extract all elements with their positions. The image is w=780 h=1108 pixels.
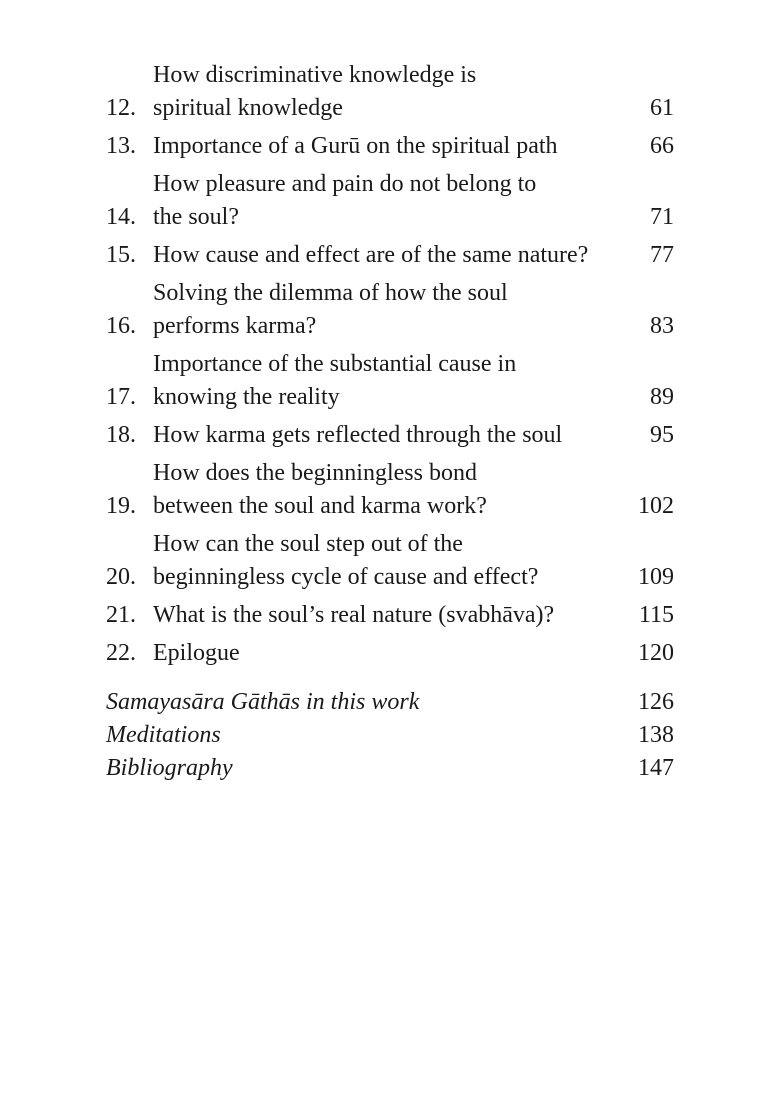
chapter-title: How karma gets reflected through the soul xyxy=(153,422,563,448)
chapter-number: 18. xyxy=(106,422,136,448)
toc-entry[interactable] xyxy=(106,457,674,523)
chapter-number: 20. xyxy=(106,564,136,590)
toc-entry[interactable] xyxy=(106,239,674,272)
chapter-title: How pleasure and pain do not belong to the soul? xyxy=(153,171,537,230)
toc-entry[interactable] xyxy=(106,637,674,670)
toc-entry[interactable] xyxy=(106,168,674,234)
page-number: 77 xyxy=(650,242,674,268)
chapter-number: 19. xyxy=(106,493,136,519)
page-number: 115 xyxy=(638,602,674,628)
page-number: 147 xyxy=(638,755,674,781)
chapter-number: 14. xyxy=(106,204,136,230)
chapter-list xyxy=(106,59,674,670)
toc-entry[interactable] xyxy=(106,599,674,632)
page-number: 102 xyxy=(638,493,674,519)
toc-entry[interactable] xyxy=(106,419,674,452)
chapter-number: 16. xyxy=(106,313,136,339)
chapter-number: 21. xyxy=(106,602,136,628)
chapter-number: 13. xyxy=(106,133,136,159)
page-number: 120 xyxy=(638,640,674,666)
chapter-number: 22. xyxy=(106,640,136,666)
page-number: 71 xyxy=(650,204,674,230)
page-number: 66 xyxy=(650,133,674,159)
page-number: 89 xyxy=(650,384,674,410)
chapter-title: How does the beginningless bond between the soul and karma work? xyxy=(153,460,487,519)
chapter-title: Importance of the substantial cause in knowing the reality xyxy=(153,351,517,410)
toc-entry[interactable] xyxy=(106,277,674,343)
back-matter-title: Meditations xyxy=(106,722,221,748)
chapter-title: How cause and effect are of the same nature? xyxy=(153,242,589,268)
back-matter-entry[interactable] xyxy=(106,752,674,785)
table-of-contents xyxy=(106,59,674,785)
toc-entry[interactable] xyxy=(106,130,674,163)
page-number: 138 xyxy=(638,722,674,748)
back-matter-entry[interactable] xyxy=(106,719,674,752)
chapter-number: 17. xyxy=(106,384,136,410)
page-number: 61 xyxy=(650,95,674,121)
chapter-title: Epilogue xyxy=(153,640,240,666)
chapter-title: Solving the dilemma of how the soul performs karma? xyxy=(153,280,508,339)
chapter-title: Importance of a Gurū on the spiritual path xyxy=(153,133,558,159)
back-matter-title: Bibliography xyxy=(106,755,233,781)
toc-entry[interactable] xyxy=(106,528,674,594)
chapter-title: How can the soul step out of the beginningless cycle of cause and effect? xyxy=(153,531,539,590)
page-number: 95 xyxy=(650,422,674,448)
page-number: 109 xyxy=(638,564,674,590)
chapter-number: 12. xyxy=(106,95,136,121)
back-matter-entry[interactable] xyxy=(106,686,674,719)
toc-entry[interactable] xyxy=(106,59,674,125)
chapter-title: What is the soul’s real nature (svabhāva)? xyxy=(153,602,555,628)
back-matter-title: Samayasāra Gāthās in this work xyxy=(106,689,420,715)
back-matter-list xyxy=(106,686,674,785)
page-number: 126 xyxy=(638,689,674,715)
page-number: 83 xyxy=(650,313,674,339)
chapter-title: How discriminative knowledge is spiritual knowledge xyxy=(153,62,477,121)
toc-entry[interactable] xyxy=(106,348,674,414)
chapter-number: 15. xyxy=(106,242,136,268)
